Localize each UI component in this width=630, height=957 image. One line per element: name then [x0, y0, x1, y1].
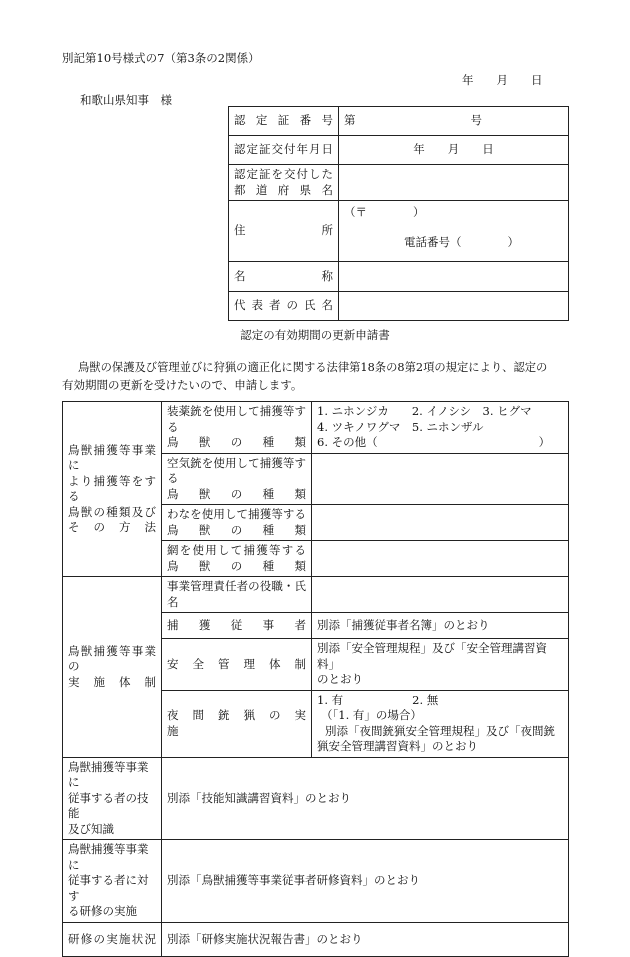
s1-label-line: より捕獲等をする: [68, 473, 156, 504]
s1-label-line: 鳥獣の種類及び: [68, 504, 156, 519]
manager-field[interactable]: [312, 577, 569, 613]
safety-value: [312, 639, 569, 691]
pref-label: [229, 165, 339, 201]
skill-label: [63, 757, 162, 840]
safety-value-line: のとおり: [317, 672, 363, 687]
gun-species-label: [162, 402, 312, 454]
pref-label-2: 都道府県名: [234, 182, 333, 197]
manager-label: 事業管理責任者の役職・氏名: [162, 577, 312, 613]
phone-number: 電話番号（ ）: [404, 234, 519, 249]
night-line: 別添「夜間銃猟安全管理規程」及び「夜間銃: [325, 723, 555, 738]
night-line: 猟安全管理講習資料」のとおり: [317, 739, 478, 754]
safety-label: 安 全 管 理 体 制: [162, 639, 312, 691]
s1-label-line: 鳥獣捕獲等事業に: [68, 442, 156, 473]
body-text-line-1: 鳥獣の保護及び管理並びに狩猟の適正化に関する法律第18条の8第2項の規定により、認定の: [78, 361, 548, 374]
document-title: 認定の有効期間の更新申請書: [240, 328, 390, 342]
species-options-line: 1. ニホンジカ 2. イノシシ 3. ヒグマ: [317, 404, 532, 418]
gun-species-options[interactable]: [312, 402, 569, 454]
night-line: 1. 有 2. 無: [317, 692, 439, 707]
species-options-line: 6. その他（ ）: [317, 435, 551, 450]
implementation-system-label: [63, 577, 162, 758]
net-species-field[interactable]: [312, 541, 569, 577]
safety-value-line: 別添「安全管理規程」及び「安全管理講習資料」: [317, 641, 547, 671]
trap-species-field[interactable]: [312, 505, 569, 541]
status-value: 別添「研修実施状況報告書」のとおり: [162, 922, 569, 956]
name-label-1: 名: [234, 268, 246, 283]
airgun-species-field[interactable]: [312, 453, 569, 505]
trap-species-label: [162, 505, 312, 541]
rep-field[interactable]: [339, 292, 569, 321]
night-hunting-value[interactable]: [312, 690, 569, 757]
row-label-line: 空気銃を使用して捕獲等する: [167, 455, 306, 486]
date-line: 年 月 日: [462, 73, 543, 87]
issue-date-field[interactable]: 年 月 日: [339, 136, 569, 165]
issue-date-label: 認定証交付年月日: [229, 136, 339, 165]
species-options-line: 4. ツキノワグマ 5. ニホンザル: [317, 419, 484, 434]
name-label: [229, 262, 339, 292]
applicant-info-table: [228, 106, 569, 321]
addressee: 和歌山県知事 様: [80, 93, 172, 107]
row-label-line: 鳥 獣 の 種 類: [167, 522, 306, 537]
postal-code: （〒 ）: [344, 205, 425, 220]
night-line: （「1. 有」の場合）: [321, 708, 422, 723]
training-label-line: る研修の実施: [68, 904, 137, 919]
training-label-line: 従事する者に対す: [68, 873, 149, 903]
body-text-line-2: 有効期間の更新を受けたいので、申請します。: [62, 378, 303, 392]
worker-value: 別添「捕獲従事者名簿」のとおり: [312, 613, 569, 639]
s2-label-line: 実 施 体 制: [68, 674, 156, 689]
training-label-line: 鳥獣捕獲等事業に: [68, 842, 149, 872]
species-method-label: [63, 402, 162, 577]
night-hunting-label: 夜 間 銃 猟 の 実 施: [162, 690, 312, 757]
form-id: 別記第10号様式の7（第3条の2関係）: [62, 51, 260, 65]
pref-field[interactable]: [339, 165, 569, 201]
training-label: [63, 840, 162, 923]
net-species-label: [162, 541, 312, 577]
address-field[interactable]: [339, 201, 569, 262]
rep-label: 代表者の氏名: [229, 292, 339, 321]
cert-no-label: 認定証番号: [229, 107, 339, 136]
skill-label-line: 鳥獣捕獲等事業に: [68, 759, 149, 790]
skill-value: 別添「技能知識講習資料」のとおり: [162, 757, 569, 840]
row-label-line: 装薬銃を使用して捕獲等する: [167, 404, 306, 434]
skill-label-line: 及び知識: [68, 821, 114, 836]
training-value: 別添「鳥獣捕獲等事業従事者研修資料」のとおり: [162, 840, 569, 923]
row-label-line: 鳥 獣 の 種 類: [167, 486, 306, 501]
address-label-1: 住: [234, 223, 246, 238]
pref-label-1: 認定証を交付した: [234, 167, 333, 181]
name-label-2: 称: [321, 268, 333, 283]
airgun-species-label: [162, 453, 312, 505]
main-table: [62, 401, 569, 957]
address-label-2: 所: [321, 223, 333, 238]
worker-label: 捕 獲 従 事 者: [162, 613, 312, 639]
s1-label-line: そ の 方 法: [68, 520, 156, 535]
row-label-line: 網を使用して捕獲等する: [167, 543, 306, 558]
row-label-line: 鳥 獣 の 種 類: [167, 558, 306, 573]
row-label-line: わなを使用して捕獲等する: [167, 507, 306, 522]
skill-label-line: 従事する者の技能: [68, 790, 149, 821]
cert-no-field[interactable]: 第 号: [339, 107, 569, 136]
name-field[interactable]: [339, 262, 569, 292]
address-label: [229, 201, 339, 262]
row-label-line: 鳥 獣 の 種 類: [167, 435, 306, 450]
s2-label-line: 鳥獣捕獲等事業の: [68, 643, 156, 674]
status-label: 研修の実施状況: [63, 922, 162, 956]
